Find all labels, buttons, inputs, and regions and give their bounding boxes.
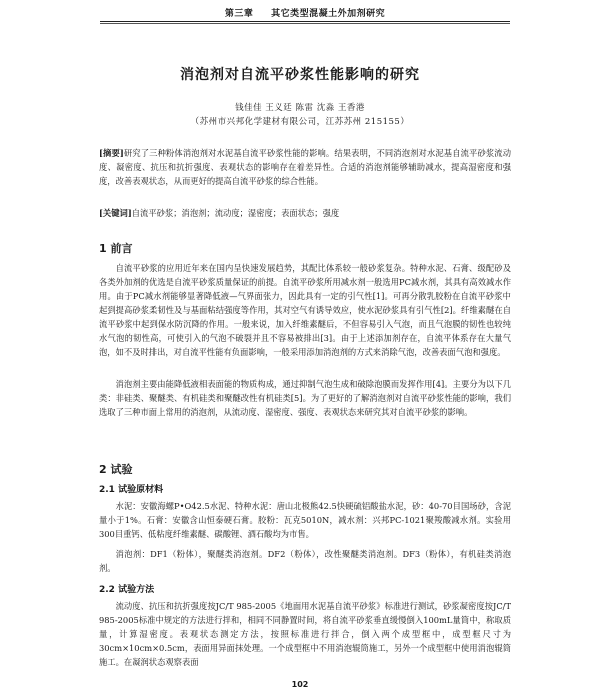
page-number: 102: [291, 680, 309, 689]
article-authors: 钱佳佳 王义廷 陈雷 沈淼 王香港: [235, 103, 365, 113]
paragraph: 消泡剂：DF1（粉体），聚醚类消泡剂。DF2（粉体），改性聚醚类消泡剂。DF3（粉体），有机硅类消泡剂。: [99, 549, 511, 573]
header-rule-thin: [100, 23, 510, 24]
chapter-title: 其它类型混凝土外加剂研究: [271, 9, 386, 19]
section-heading-introduction: 1 前言: [99, 242, 133, 255]
paragraph: 水泥：安徽海螺P•O42.5水泥、特种水泥：唐山北极熊42.5快硬硫铝酸盐水泥，砂：40-70目国场砂，含泥量小于1%。石膏：安徽含山恒泰硬石膏。胶粉：瓦克5010N，减水剂：兴邦PC-1021聚羧酸减水剂。实验用300目重钙、低粘度纤维素醚、碳酸锂、酒石酸均为市售。: [99, 501, 511, 539]
paragraph: 流动度、抗压和抗折强度按JC/T 985-2005《地面用水泥基自流平砂浆》标准进行测试，砂浆凝密度按JC/T 985-2005标准中规定的方法进行拌和，相同不同静置时间，将自流平砂浆垂直缓慢倒入100mL量筒中，称取质量，计算湿密度。表观状态测定方法，按照标准进行拌合，倒入两个成型框中，成型框尺寸为30cm×10cm×0.5cm，表面用异面抹处理。一个成型框中不用消泡辊筒施工，另外一个成型框中使用消泡辊筒施工。在凝润状态观察表面: [99, 601, 511, 667]
chapter-number: 第三章: [224, 9, 254, 19]
subsection-heading-methods: 2.2 试验方法: [99, 585, 155, 595]
paragraph: 消泡剂主要由能降低液相表面能的物质构成，通过抑制气泡生成和破除泡膜而发挥作用[4]。主要分为以下几类：非硅类、聚醚类、有机硅类和聚醚改性有机硅类[5]。为了更好的了解消泡剂对自流平砂浆性能的影响，我们选取了三种市面上常用的消泡剂，从流动度、湿密度、强度、表观状态来研究其对自流平砂浆的影响。: [99, 379, 511, 417]
abstract: [99, 146, 511, 188]
keywords-text: 自流平砂浆；消泡剂；流动度；湿密度；表面状态；强度: [131, 208, 340, 218]
header-rule: [100, 21, 510, 22]
article-affiliation: （苏州市兴邦化学建材有限公司，江苏苏州 215155）: [190, 117, 410, 127]
abstract-label: [摘要]: [99, 148, 124, 158]
keywords-label: [关键词]: [99, 208, 132, 218]
article-title: 消泡剂对自流平砂浆性能影响的研究: [180, 67, 420, 83]
keywords: [99, 206, 511, 220]
subsection-heading-materials: 2.1 试验原材料: [99, 485, 164, 495]
running-header: [100, 6, 510, 19]
section-heading-experiment: 2 试验: [99, 463, 133, 476]
abstract-text: 研究了三种粉体消泡剂对水泥基自流平砂浆性能的影响。结果表明，不同消泡剂对水泥基自流平砂浆流动度、凝密度、抗压和抗折强度、表观状态的影响存在着差异性。合适的消泡剂能够辅助减水，提高湿密度和强度，改善表观状态，从而更好的提高自流平砂浆的综合性能。: [99, 148, 511, 186]
paragraph: 自流平砂浆的应用近年来在国内呈快速发展趋势，其配比体系较一般砂浆复杂。特种水泥、石膏、级配砂及各类外加剂的优选是自流平砂浆质量保证的前提。自流平砂浆所用减水剂一般选用PC减水剂，其具有高效减水作用。由于PC减水剂能够显著降低液—气界面张力，因此具有一定的引气性[1]。可再分散乳胶粉在自流平砂浆中起到提高砂浆柔韧性及与基面粘结强度等作用，其对空气有诱导效应，使水泥砂浆具有引气性[2]。纤维素醚在自流平砂浆中起到保水防沉降的作用。一般来说，加入纤维素醚后，不但容易引入气泡，而且气泡膜的韧性也较纯水气泡的韧性高，可使引入的气泡不破裂并且不容易被排出[3]。由于上述添加剂存在，自流平体系存在大量气泡，如不及时排出，对自流平性能有负面影响，一般采用添加消泡剂的方式来消除气泡，改善表面气泡和强度。: [99, 263, 511, 357]
